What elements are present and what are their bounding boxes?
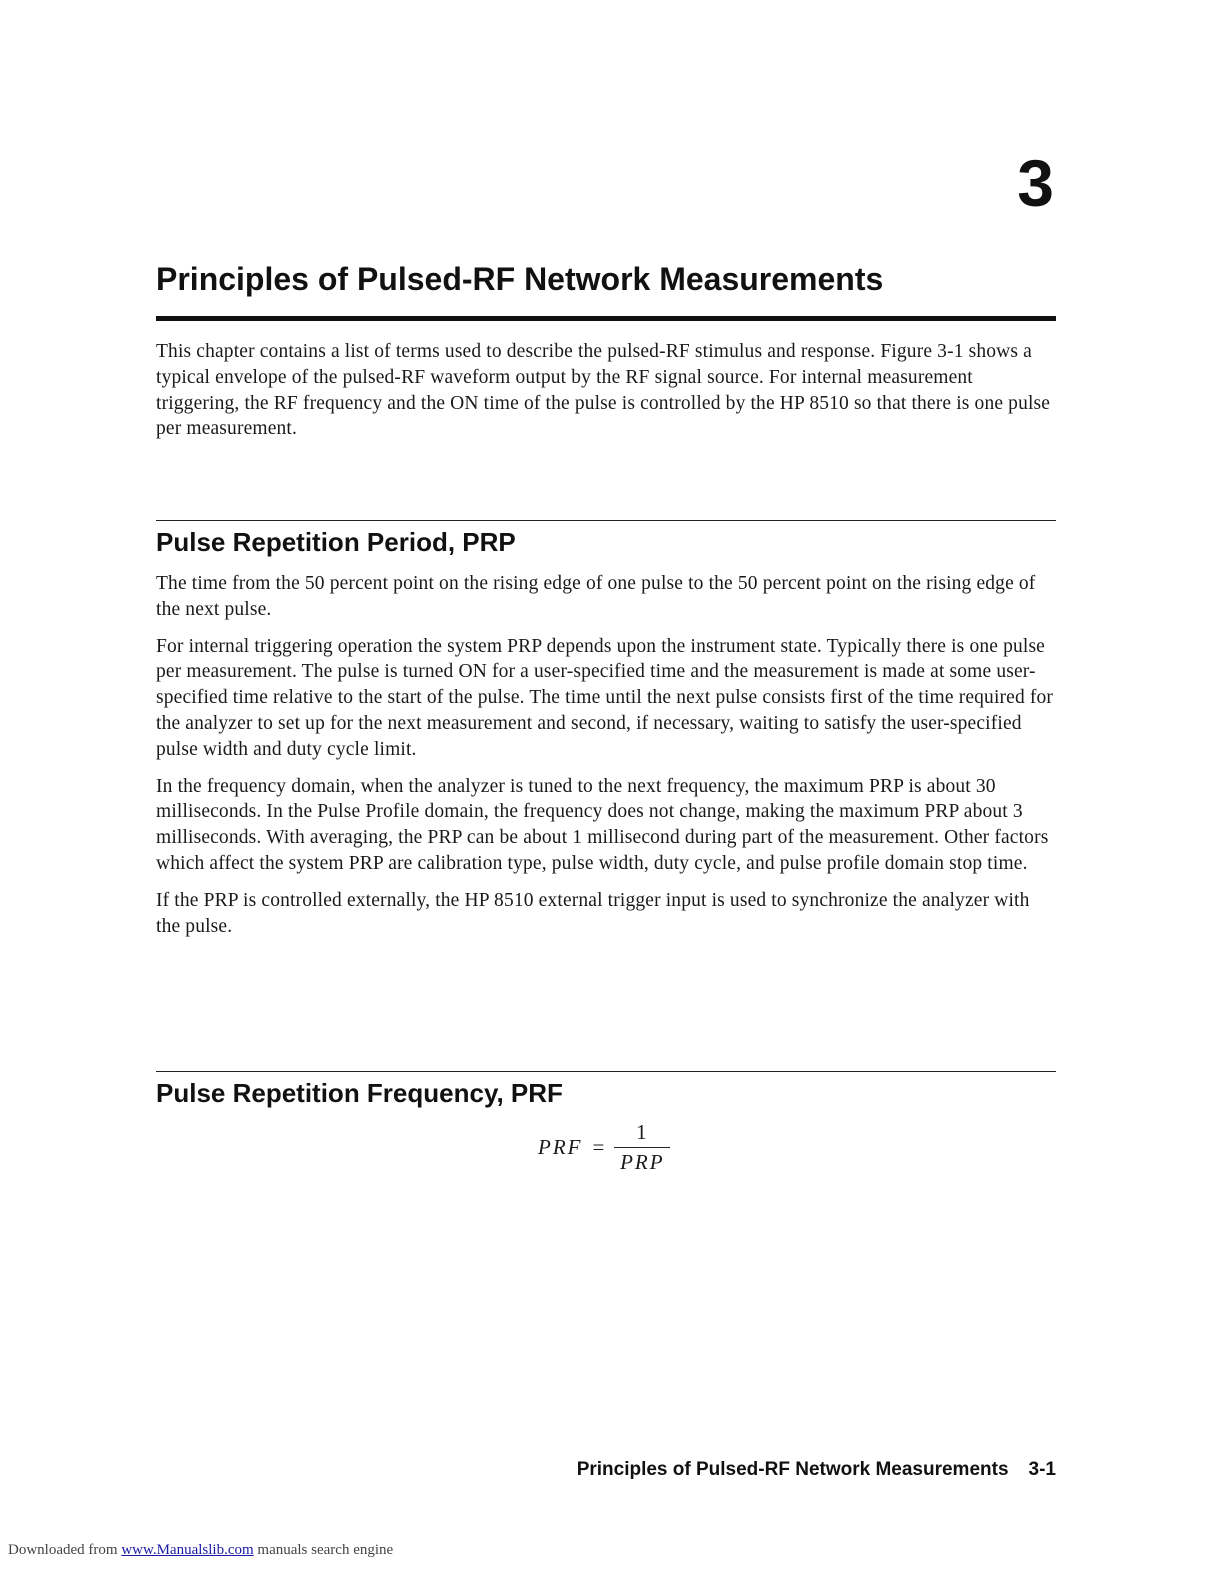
formula-equals: = (592, 1135, 607, 1159)
download-prefix: Downloaded from (8, 1542, 118, 1558)
prp-paragraph-1: The time from the 50 percent point on the rising edge of one pulse to the 50 percent point on the rising edge of the next pulse. (156, 573, 1036, 620)
chapter-title: Principles of Pulsed-RF Network Measurements (156, 261, 884, 297)
download-suffix: manuals search engine (257, 1542, 394, 1558)
section-divider-prf (156, 1071, 1056, 1072)
chapter-title-rule (156, 316, 1056, 321)
page-footer (577, 1459, 1056, 1481)
page-number: 3-1 (1028, 1459, 1056, 1480)
prp-paragraph-3: In the frequency domain, when the analyzer is tuned to the next frequency, the maximum PRP is about 30 milliseconds. In the Pulse Profile domain, the frequency does not change, making the maximum PRP about 3 milliseconds. With averaging, the PRP can be about 1 millisecond during part of the measurement. Other factors which affect the system PRP are calibration type, pulse width, duty cycle, and pulse profile domain stop time. (156, 775, 1049, 874)
section-divider-prp (156, 520, 1056, 521)
prp-section-body (156, 571, 1056, 950)
prp-paragraph-2: For internal triggering operation the system PRP depends upon the instrument state. Typically there is one pulse per measurement. The pulse is turned ON for a user-specified time and the measurement is made at some user-specified time relative to the start of the pulse. The time until the next pulse consists first of the time required for the analyzer to set up for the next measurement and second, if necessary, waiting to satisfy the user-specified pulse width and duty cycle limit. (156, 635, 1054, 760)
manualslib-link[interactable]: www.Manualslib.com (121, 1542, 254, 1558)
formula-fraction (618, 1120, 666, 1175)
formula-lhs: PRF (538, 1135, 583, 1159)
footer-title: Principles of Pulsed-RF Network Measurements (576, 1459, 1009, 1480)
intro-paragraph: This chapter contains a list of terms used to describe the pulsed-RF stimulus and response. Figure 3-1 shows a typical envelope of the pulsed-RF waveform output by the RF signal source. For internal measurement triggering, the RF frequency and the ON time of the pulse is controlled by the HP 8510 so that there is one pulse per measurement. (156, 341, 1051, 440)
section-heading-prf: Pulse Repetition Frequency, PRF (156, 1078, 563, 1108)
download-note (8, 1542, 393, 1559)
prf-formula (538, 1120, 666, 1175)
chapter-number: 3 (1017, 146, 1054, 220)
formula-numerator: 1 (614, 1120, 670, 1148)
intro-section (156, 339, 1056, 453)
formula-denominator: PRP (620, 1150, 665, 1174)
section-heading-prp: Pulse Repetition Period, PRP (156, 527, 516, 557)
prp-paragraph-4: If the PRP is controlled externally, the HP 8510 external trigger input is used to synchronize the analyzer with the pulse. (156, 889, 1030, 937)
